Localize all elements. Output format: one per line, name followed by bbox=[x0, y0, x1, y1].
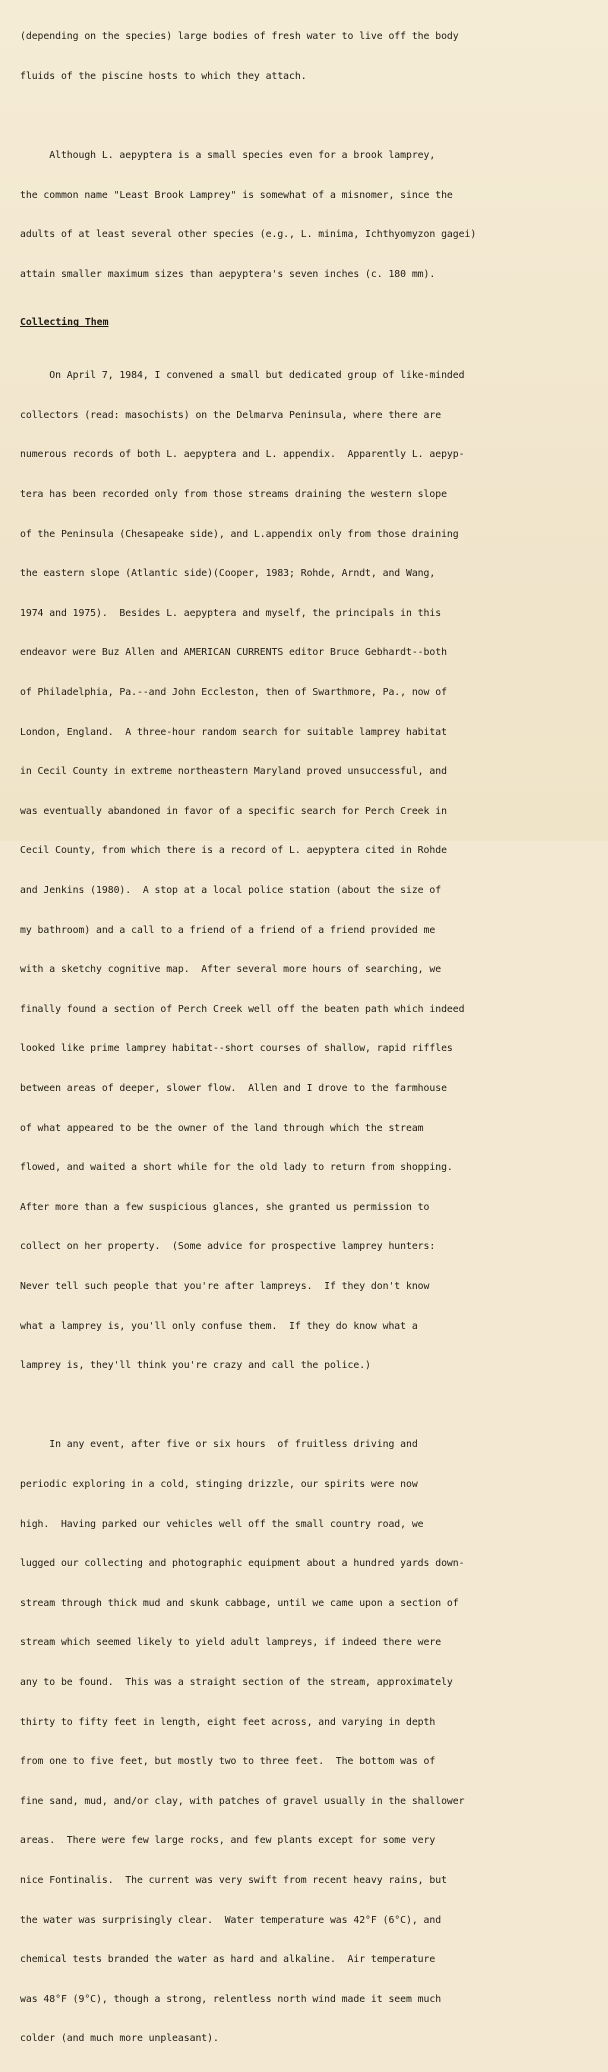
text-line: of Philadelphia, Pa.--and John Eccleston, then of Swarthmore, Pa., now of bbox=[20, 686, 447, 698]
text-line: any to be found. This was a straight section of the stream, approximately bbox=[20, 1676, 453, 1688]
collecting-paragraph bbox=[20, 343, 598, 1399]
text-line: numerous records of both L. aepyptera and L. appendix. Apparently L. aepyp- bbox=[20, 449, 465, 461]
text-line: fluids of the piscine hosts to which they attach. bbox=[20, 71, 307, 83]
text-line: Although L. aepyptera is a small species even for a brook lamprey, bbox=[20, 150, 436, 162]
text-line: London, England. A three-hour random search for suitable lamprey habitat bbox=[20, 726, 447, 738]
misnomer-paragraph bbox=[20, 123, 598, 308]
text-line: the eastern slope (Atlantic side)(Cooper, 1983; Rohde, Arndt, and Wang, bbox=[20, 568, 436, 580]
text-line: looked like prime lamprey habitat--short courses of shallow, rapid riffles bbox=[20, 1043, 453, 1055]
text-line: Cecil County, from which there is a record of L. aepyptera cited in Rohde bbox=[20, 845, 447, 857]
text-line: collect on her property. (Some advice for prospective lamprey hunters: bbox=[20, 1241, 436, 1253]
section-heading: Collecting Them bbox=[20, 317, 109, 329]
text-line: the water was surprisingly clear. Water temperature was 42°F (6°C), and bbox=[20, 1914, 442, 1926]
text-line: from one to five feet, but mostly two to three feet. The bottom was of bbox=[20, 1756, 436, 1768]
text-line: stream through thick mud and skunk cabbage, until we came upon a section of bbox=[20, 1597, 459, 1609]
text-line: (depending on the species) large bodies of fresh water to live off the body bbox=[20, 31, 459, 43]
text-line: flowed, and waited a short while for the old lady to return from shopping. bbox=[20, 1162, 453, 1174]
text-line: with a sketchy cognitive map. After several more hours of searching, we bbox=[20, 964, 442, 976]
text-line: colder (and much more unpleasant). bbox=[20, 2033, 219, 2045]
text-line: high. Having parked our vehicles well off the small country road, we bbox=[20, 1518, 424, 1530]
text-line: areas. There were few large rocks, and few plants except for some very bbox=[20, 1835, 436, 1847]
text-line: and Jenkins (1980). A stop at a local police station (about the size of bbox=[20, 885, 442, 896]
text-line: in Cecil County in extreme northeastern Maryland proved unsuccessful, and bbox=[20, 766, 447, 778]
text-line: attain smaller maximum sizes than aepyptera's seven inches (c. 180 mm). bbox=[20, 268, 436, 280]
text-line: On April 7, 1984, I convened a small but dedicated group of like-minded bbox=[20, 370, 465, 382]
text-line: lugged our collecting and photographic equipment about a hundred yards down- bbox=[20, 1558, 465, 1570]
text-line: was eventually abandoned in favor of a specific search for Perch Creek in bbox=[20, 805, 447, 817]
text-line: 1974 and 1975). Besides L. aepyptera and myself, the principals in this bbox=[20, 607, 442, 619]
text-line: stream which seemed likely to yield adult lampreys, if indeed there were bbox=[20, 1637, 442, 1649]
text-line: of what appeared to be the owner of the land through which the stream bbox=[20, 1122, 424, 1134]
event-paragraph bbox=[20, 1412, 598, 2072]
text-line: adults of at least several other species (e.g., L. minima, Ichthyomyzon gagei) bbox=[20, 229, 477, 241]
text-line: tera has been recorded only from those streams draining the western slope bbox=[20, 488, 447, 500]
text-line: periodic exploring in a cold, stinging drizzle, our spirits were now bbox=[20, 1478, 418, 1490]
text-line: endeavor were Buz Allen and AMERICAN CURRENTS editor Bruce Gebhardt--both bbox=[20, 647, 447, 659]
text-line: fine sand, mud, and/or clay, with patches of gravel usually in the shallower bbox=[20, 1795, 465, 1807]
text-line: between areas of deeper, slower flow. Allen and I drove to the farmhouse bbox=[20, 1083, 447, 1095]
text-line: thirty to fifty feet in length, eight feet across, and varying in depth bbox=[20, 1716, 436, 1728]
text-line: nice Fontinalis. The current was very swift from recent heavy rains, but bbox=[20, 1875, 447, 1887]
text-line: chemical tests branded the water as hard and alkaline. Air temperature bbox=[20, 1954, 436, 1966]
text-line: lamprey is, they'll think you're crazy and call the police.) bbox=[20, 1360, 371, 1372]
text-line: After more than a few suspicious glances, she granted us permission to bbox=[20, 1201, 430, 1213]
text-line: the common name "Least Brook Lamprey" is somewhat of a misnomer, since the bbox=[20, 189, 453, 201]
text-line: collectors (read: masochists) on the Delmarva Peninsula, where there are bbox=[20, 409, 442, 421]
intro-paragraph bbox=[20, 4, 598, 110]
text-line: of the Peninsula (Chesapeake side), and L.appendix only from those draining bbox=[20, 528, 459, 540]
text-line: what a lamprey is, you'll only confuse them. If they do know what a bbox=[20, 1320, 418, 1332]
text-line: In any event, after five or six hours of fruitless driving and bbox=[20, 1439, 418, 1451]
text-line: Never tell such people that you're after lampreys. If they don't know bbox=[20, 1281, 430, 1293]
text-line: was 48°F (9°C), though a strong, relentless north wind made it seem much bbox=[20, 1993, 442, 2005]
text-line: my bathroom) and a call to a friend of a friend of a friend provided me bbox=[20, 924, 436, 936]
text-line: finally found a section of Perch Creek well off the beaten path which indeed bbox=[20, 1003, 465, 1015]
